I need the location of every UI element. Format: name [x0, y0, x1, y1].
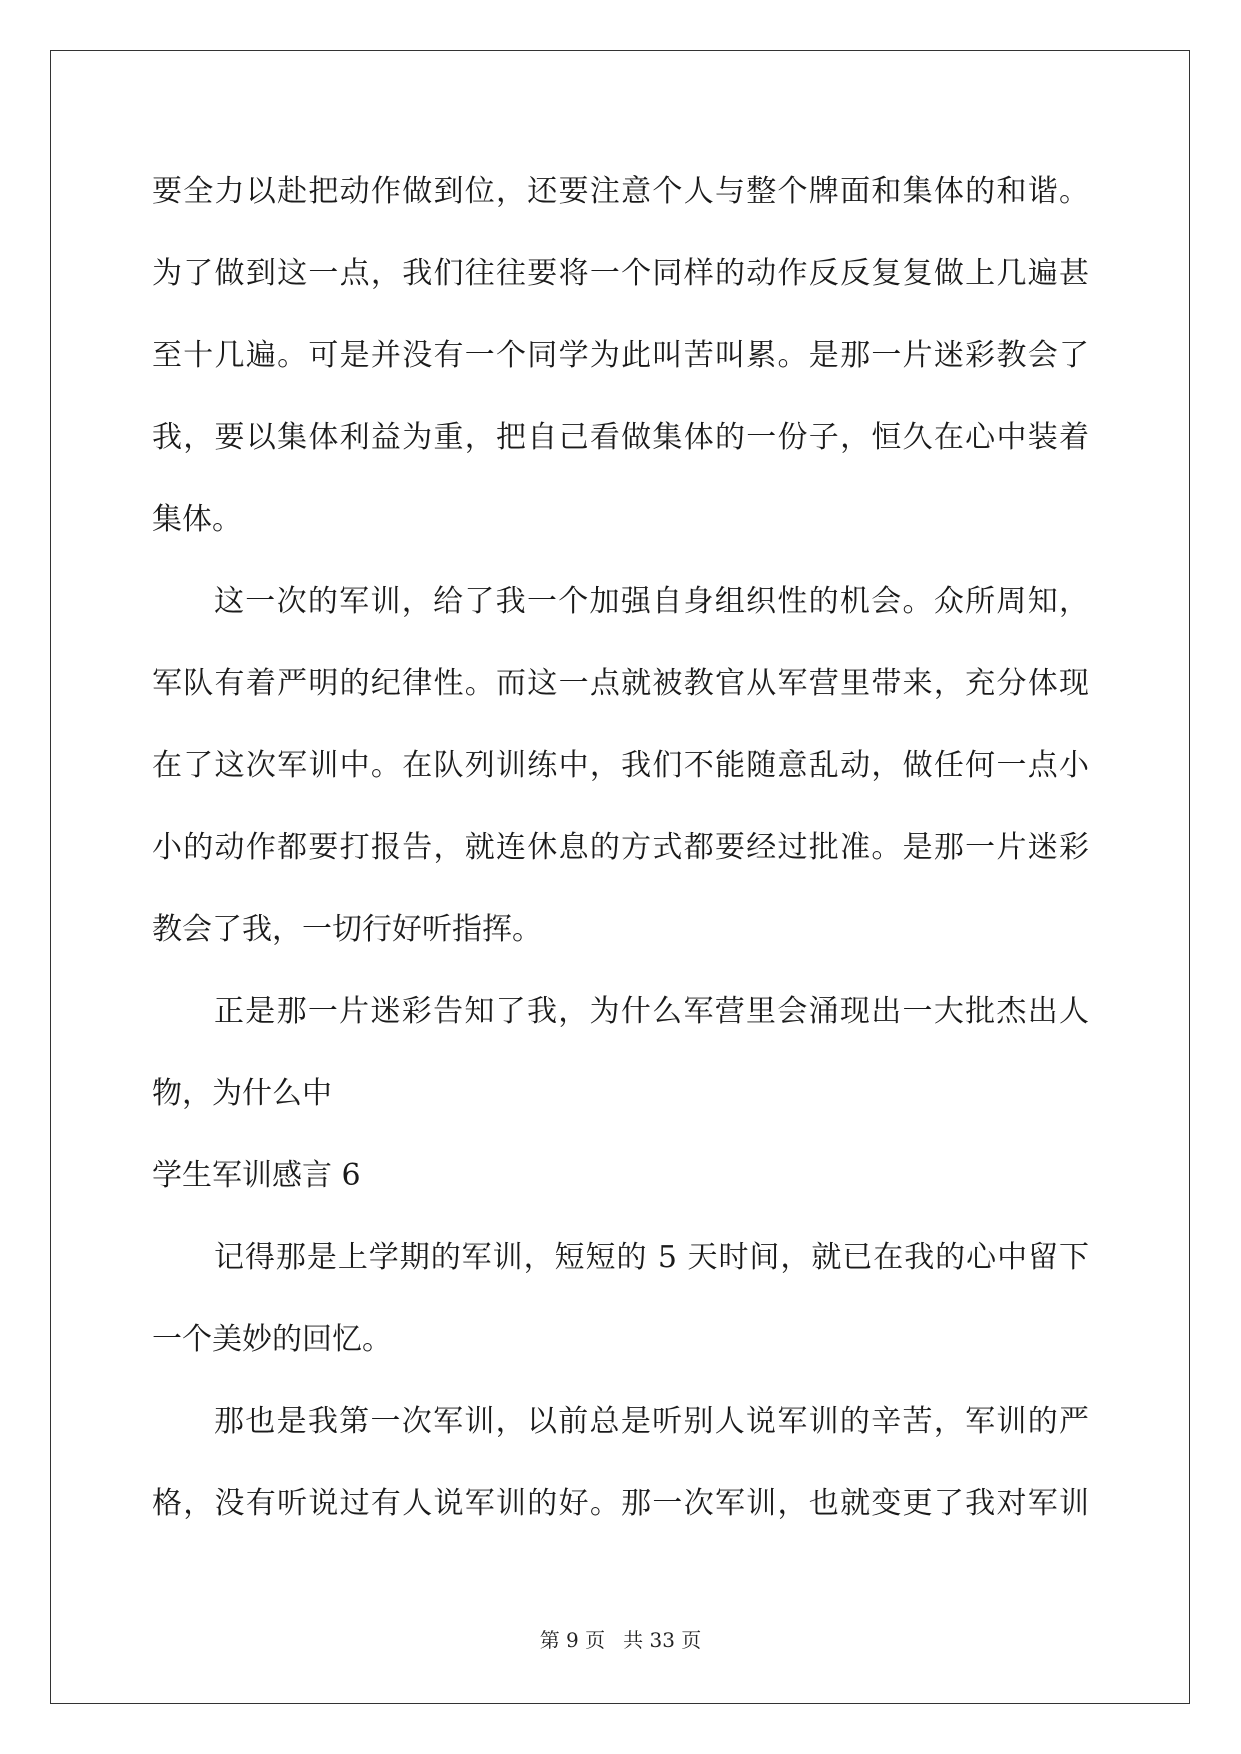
text-line: 格，没有听说过有人说军训的好。那一次军训，也就变更了我对军训	[152, 1486, 1089, 1521]
text-line: 军队有着严明的纪律性。而这一点就被教官从军营里带来，充分体现	[152, 666, 1089, 701]
text-line: 那也是我第一次军训，以前总是听别人说军训的辛苦，军训的严	[214, 1404, 1089, 1439]
document-body	[152, 151, 1089, 1545]
text-line: 正是那一片迷彩告知了我，为什么军营里会涌现出一大批杰出人	[214, 994, 1089, 1029]
text-line: 物，为什么中	[152, 1076, 332, 1111]
section-heading: 学生军训感言 6	[152, 1158, 361, 1193]
text-line: 要全力以赴把动作做到位，还要注意个人与整个牌面和集体的和谐。	[152, 174, 1089, 209]
text-line: 这一次的军训，给了我一个加强自身组织性的机会。众所周知，	[214, 584, 1089, 619]
text-line: 记得那是上学期的军训，短短的 5 天时间，就已在我的心中留下	[214, 1240, 1089, 1275]
page-number: 第 9 页	[539, 1628, 606, 1652]
text-line: 我，要以集体利益为重，把自己看做集体的一份子，恒久在心中装着	[152, 420, 1089, 455]
text-line: 教会了我，一切行好听指挥。	[152, 912, 542, 947]
text-line: 一个美妙的回忆。	[152, 1322, 392, 1357]
text-line: 为了做到这一点，我们往往要将一个同样的动作反反复复做上几遍甚	[152, 256, 1089, 291]
text-line: 小的动作都要打报告，就连休息的方式都要经过批准。是那一片迷彩	[152, 830, 1089, 865]
text-line: 集体。	[152, 502, 242, 537]
page-footer	[0, 1624, 1241, 1653]
text-line: 至十几遍。可是并没有一个同学为此叫苦叫累。是那一片迷彩教会了	[152, 338, 1089, 373]
text-line: 在了这次军训中。在队列训练中，我们不能随意乱动，做任何一点小	[152, 748, 1089, 783]
page-total: 共 33 页	[623, 1628, 702, 1652]
